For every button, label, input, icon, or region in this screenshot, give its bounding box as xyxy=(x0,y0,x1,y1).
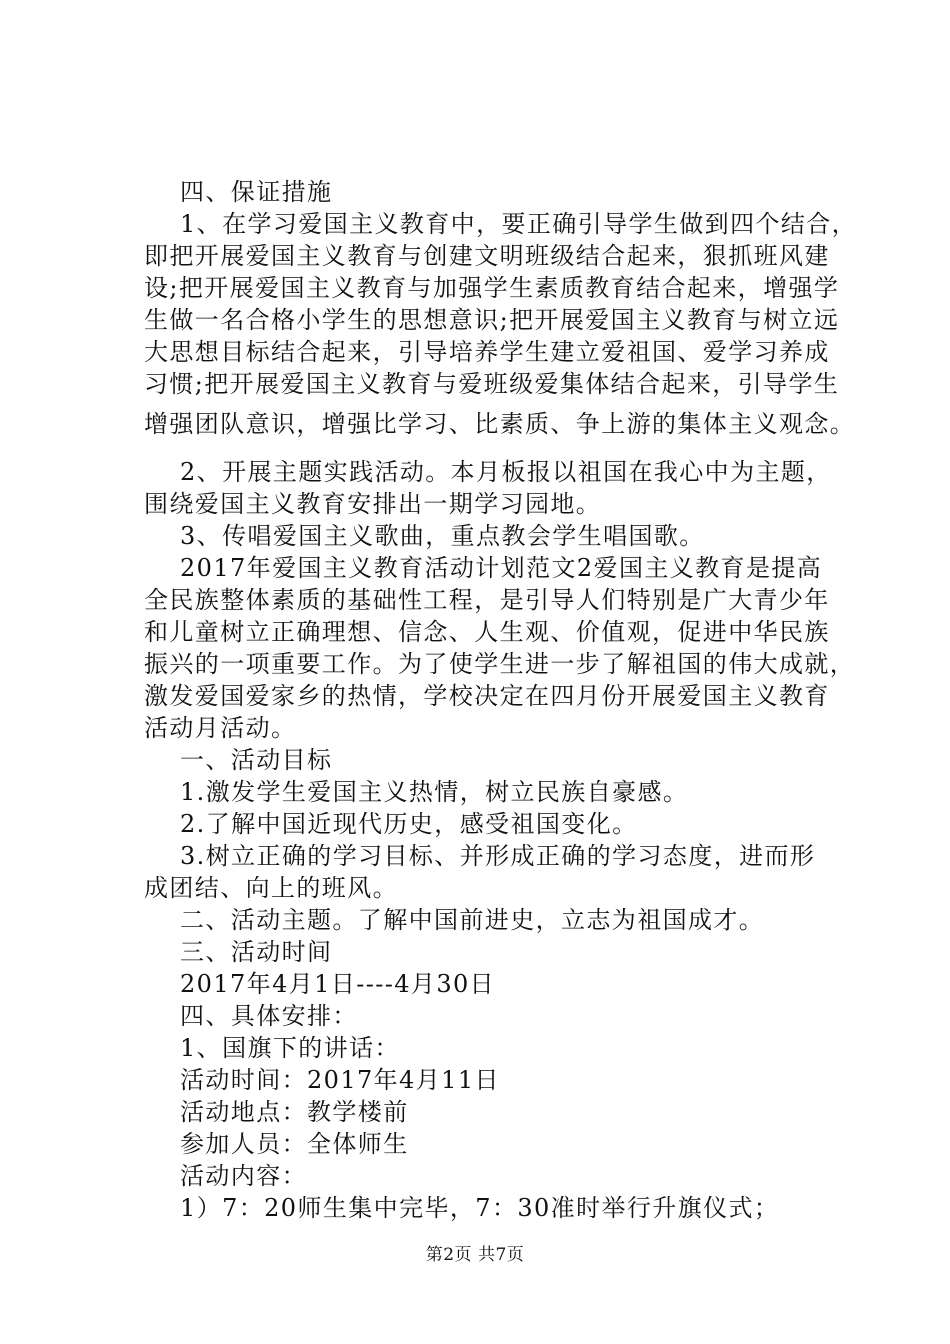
page-number-footer: 第2页 共7页 xyxy=(425,1245,525,1265)
paragraph-line: 成团结、向上的班风。 xyxy=(144,874,398,902)
paragraph-line: 振兴的一项重要工作。为了使学生进一步了解祖国的伟大成就， xyxy=(144,650,856,678)
activity-location: 活动地点：教学楼前 xyxy=(180,1098,409,1126)
paragraph-line: 1、在学习爱国主义教育中，要正确引导学生做到四个结合， xyxy=(180,210,858,238)
activity-content-item: 1）7：20师生集中完毕，7：30准时举行升旗仪式； xyxy=(180,1194,780,1222)
paragraph-line: 和儿童树立正确理想、信念、人生观、价值观，促进中华民族 xyxy=(144,618,830,646)
paragraph-line: 2、开展主题实践活动。本月板报以祖国在我心中为主题， xyxy=(180,458,832,486)
paragraph-line: 即把开展爱国主义教育与创建文明班级结合起来，狠抓班风建 xyxy=(144,242,830,270)
section-heading-guarantee: 四、保证措施 xyxy=(180,178,333,206)
paragraph-line: 生做一名合格小学生的思想意识;把开展爱国主义教育与树立远 xyxy=(144,306,840,334)
paragraph-line: 2017年爱国主义教育活动计划范文2爱国主义教育是提高 xyxy=(180,554,823,582)
date-range: 2017年4月1日----4月30日 xyxy=(180,970,496,998)
section-heading-goals: 一、活动目标 xyxy=(180,746,333,774)
paragraph-line: 大思想目标结合起来，引导培养学生建立爱祖国、爱学习养成 xyxy=(144,338,830,366)
activity-time: 活动时间：2017年4月11日 xyxy=(180,1066,500,1094)
paragraph-line: 增强团队意识，增强比学习、比素质、争上游的集体主义观念。 xyxy=(144,410,856,438)
section-heading-theme: 二、活动主题。了解中国前进史，立志为祖国成才。 xyxy=(180,906,765,934)
list-item: 1、国旗下的讲话： xyxy=(180,1034,400,1062)
list-item: 2.了解中国近现代历史，感受祖国变化。 xyxy=(180,810,638,838)
paragraph-line: 围绕爱国主义教育安排出一期学习园地。 xyxy=(144,490,602,518)
paragraph-line: 活动月活动。 xyxy=(144,714,297,742)
list-item: 1.激发学生爱国主义热情，树立民族自豪感。 xyxy=(180,778,689,806)
list-item: 3.树立正确的学习目标、并形成正确的学习态度，进而形 xyxy=(180,842,816,870)
activity-participants: 参加人员：全体师生 xyxy=(180,1130,409,1158)
paragraph-line: 激发爱国爱家乡的热情，学校决定在四月份开展爱国主义教育 xyxy=(144,682,830,710)
paragraph-line: 习惯;把开展爱国主义教育与爱班级爱集体结合起来，引导学生 xyxy=(144,370,840,398)
paragraph-line: 设;把开展爱国主义教育与加强学生素质教育结合起来，增强学 xyxy=(144,274,840,302)
activity-content-label: 活动内容： xyxy=(180,1162,307,1190)
section-heading-time: 三、活动时间 xyxy=(180,938,333,966)
section-heading-arrangement: 四、具体安排： xyxy=(180,1002,358,1030)
paragraph-line: 全民族整体素质的基础性工程，是引导人们特别是广大青少年 xyxy=(144,586,830,614)
paragraph-line: 3、传唱爱国主义歌曲，重点教会学生唱国歌。 xyxy=(180,522,705,550)
